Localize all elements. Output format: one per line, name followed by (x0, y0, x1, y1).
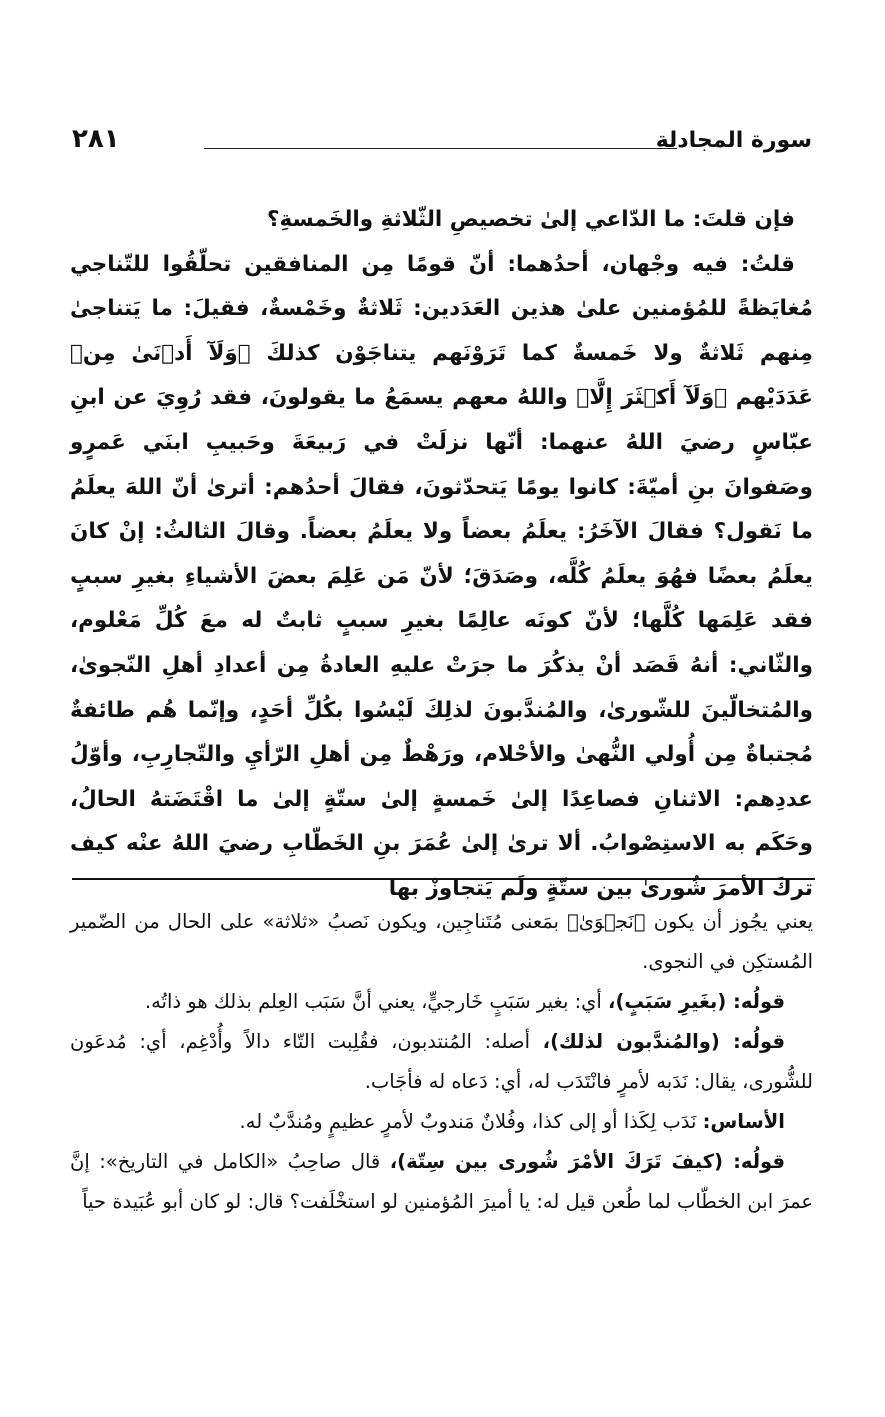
footnote-divider (72, 878, 815, 880)
footnote-text: نَدَب لِكَذا أو إلى كذا، وفُلانٌ مَندوبٌ لأمرٍ عظيمٍ ومُندَّبٌ له. (239, 1110, 703, 1133)
main-paragraph: قلتُ: فيه وجْهان، أحدُهما: أنّ قومًا مِن المنافقين تحلّقُوا للتّناجي مُغايَظةً للمُؤمنين علىٰ هذين العَدَدين: ثَلاثةٌ وخَمْسةٌ، فقيلَ: ما يَتناجىٰ مِنهم ثَلاثةٌ ولا خَمسةٌ كما تَرَوْنَهم يتناجَوْن كذلكَ ﴿وَلَآ أَدۡنَىٰ مِن﴾ عَدَدَيْهم ﴿وَلَآ أَكۡثَرَ إِلَّا﴾ واللهُ معهم يسمَعُ ما يقولونَ، فقد رُوِيَ عن ابنِ عبّاسٍ رضيَ اللهُ عنهما: أنّها نزلَتْ في رَبيعَةَ وحَبيبِ ابنَي عَمرٍو وصَفوانَ بنِ أميّةَ: كانوا يومًا يَتحدّثونَ، فقالَ أحدُهم: أترىٰ أنّ اللهَ يعلَمُ ما نَقول؟ فقالَ الآخَرُ: يعلَمُ بعضاً ولا يعلَمُ بعضاً. وقالَ الثالثُ: إنْ كانَ يعلَمُ بعضًا فهُوَ يعلَمُ كُلَّه، وصَدَقَ؛ لأنّ مَن عَلِمَ بعضَ الأشياءِ بغيرِ سببٍ فقد عَلِمَها كُلَّها؛ لأنّ كونَه عالِمًا بغيرِ سببٍ ثابتٌ له معَ كُلِّ مَعْلوم، والثّاني: أنهُ قَصَد أنْ يذكُرَ ما جرَتْ عليهِ العادةُ مِن أعدادِ أهلِ النّجوىٰ، والمُتخالّينَ للشّورىٰ، والمُندَّبونَ لذلِكَ لَيْسُوا بكُلِّ أحَدٍ، وإنّما هُم طائفةٌ مُجتباةٌ مِن أُولي النُّهىٰ والأحْلام، ورَهْطٌ مِن أهلِ الرّأيِ والتّجارِبِ، وأوّلُ عددِهم: الاثنانِ فصاعِدًا إلىٰ خَمسةٍ إلىٰ ستّةٍ إلىٰ ما اقْتَضَتهُ الحالُ، وحَكَم به الاستِصْوابُ. ألا ترىٰ إلىٰ عُمَرَ بنِ الخَطّابِ رضيَ اللهُ عنْه كيف تركَ الأمرَ شُورىٰ بين ستّةٍ ولَم يَتجاوزْ بها (70, 251, 813, 901)
header-rule (204, 148, 677, 149)
footnote-text: يعني يجُوز أن يكون ﴿نَجۡوَىٰ﴾ بمَعنى مُتَناجِين، ويكون نَصبُ «ثلاثة» على الحال من الضّمير المُستكِن في النجوى. (70, 910, 813, 973)
footnote-key: الأساس: (702, 1110, 785, 1133)
footnote (70, 1142, 813, 1222)
footnote (70, 1102, 813, 1142)
footnote-key: قولُه: (كيفَ تَرَكَ الأمْرَ شُورى بين سِتّة)، (389, 1150, 786, 1173)
footnote-key: قولُه: (والمُندَّبون لذلك)، (542, 1030, 785, 1053)
main-text (70, 198, 813, 912)
footnote-text: قال صاحِبُ «الكامل في التاريخ»: إنَّ عمرَ ابن الخطّاب لما طُعن قيل له: يا أميرَ المُؤمنين لو استخْلَفت؟ قال: لو كان أبو عُبَيدة حياً (70, 1150, 813, 1213)
main-paragraph: فإن قلتَ: ما الدّاعي إلىٰ تخصيصِ الثّلاثةِ والخَمسةِ؟ (267, 207, 795, 232)
footnotes (70, 902, 813, 1222)
footnote-key: قولُه: (بغَيرِ سَبَبٍ)، (608, 990, 785, 1013)
page-number: ٢٨١ (72, 124, 120, 154)
footnote-text: أي: بغير سَبَبٍ خَارجيٍّ، يعني أنَّ سَبَب العِلم بذلك هو ذاتُه. (144, 990, 609, 1013)
footnote (70, 1022, 813, 1102)
footnote-continuation (70, 902, 813, 982)
page-header (72, 124, 812, 168)
footnote (70, 982, 813, 1022)
running-header-title: سورة المجادلة (655, 128, 812, 153)
footnote-text: أصله: المُنتدبون، فقُلِبت التّاء دالاً وأُدْغِم، أي: مُدعَون للشُّورى، يقال: نَدَبه لأمرٍ فانْتَدَب له، أي: دَعاه له فأجَاب. (70, 1030, 813, 1093)
